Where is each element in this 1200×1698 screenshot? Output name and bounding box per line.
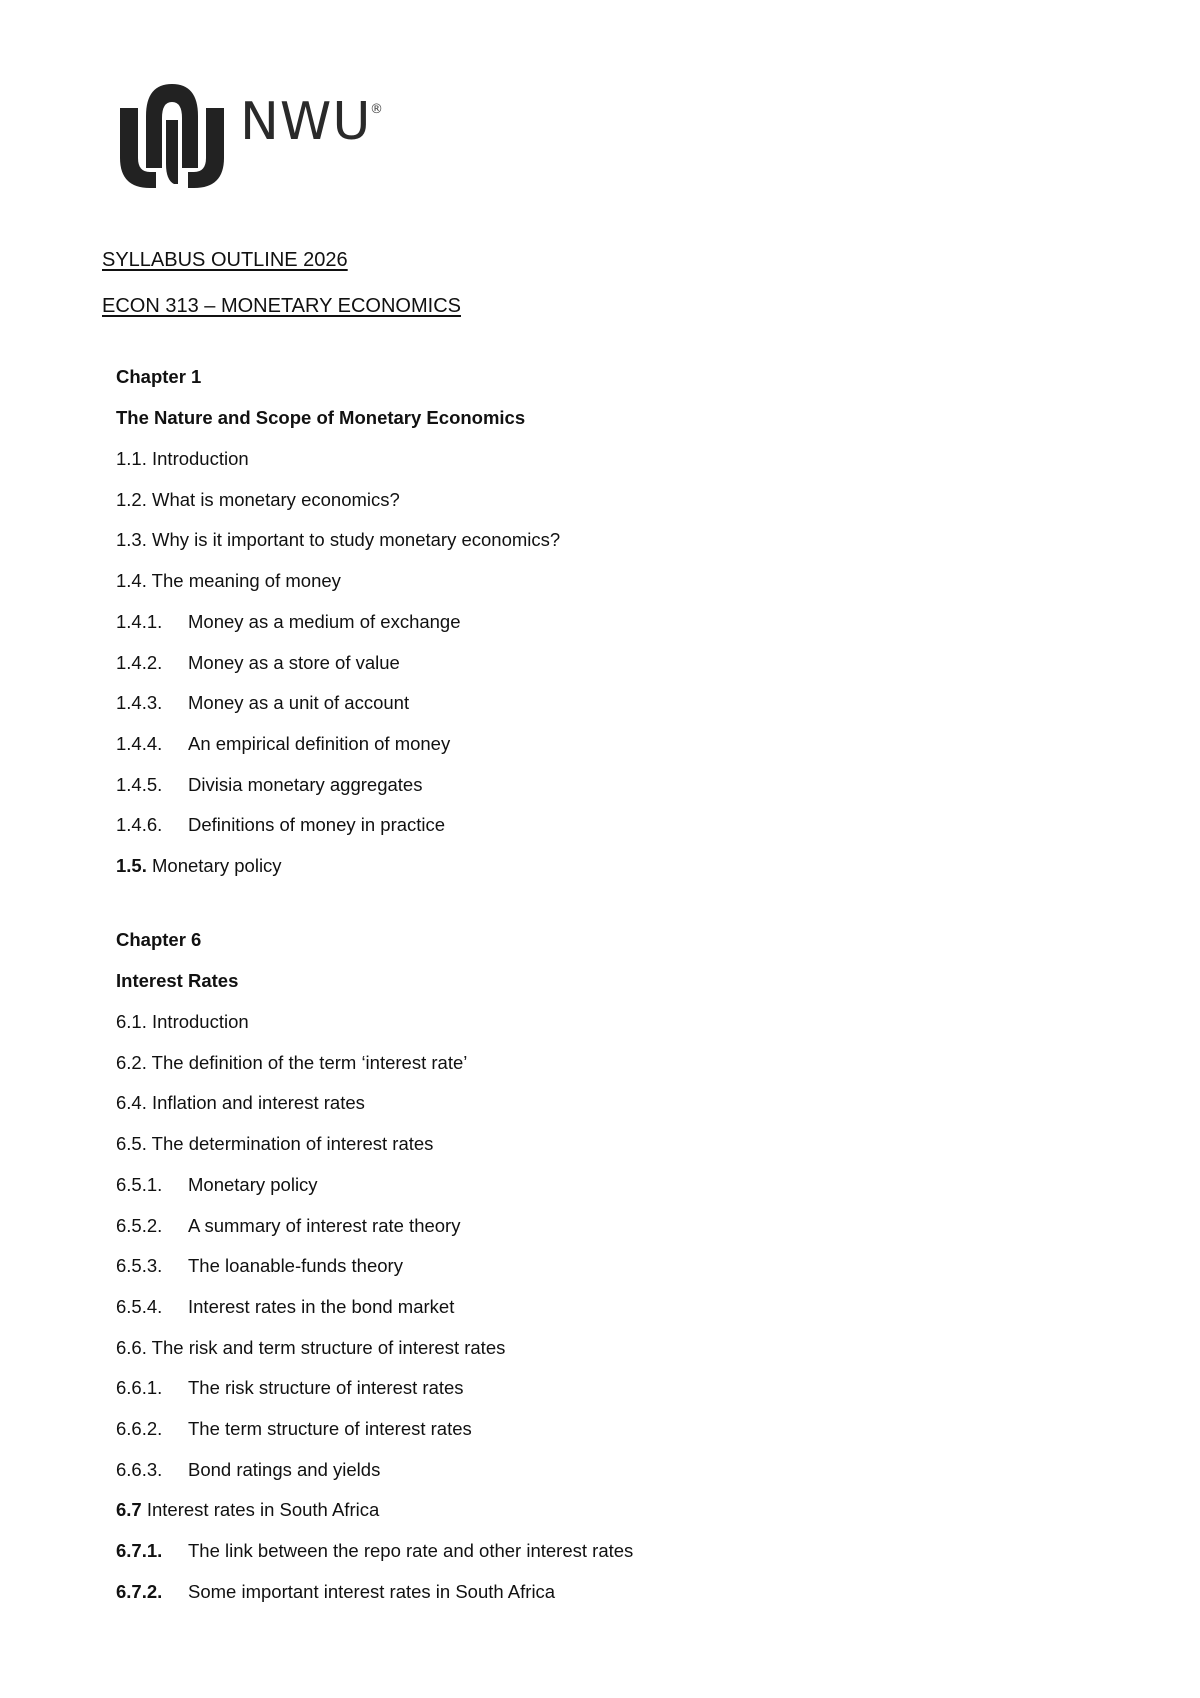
outline-item-number: 1.5. [116,855,147,876]
outline-item [116,814,445,836]
outline-item-number: 6.5.3. [116,1255,163,1277]
chapter6-label: Chapter 6 [116,929,202,950]
outline-item-text: Money as a unit of account [188,692,410,714]
outline-item-number: 6.5. [116,1133,147,1155]
outline-item [116,855,282,877]
outline-item-number: 6.1. [116,1011,147,1032]
outline-item-number: 1.4.6. [116,814,163,836]
outline-item-text: Some important interest rates in South Africa [188,1580,556,1602]
outline-item [116,448,249,470]
outline-item-number: 1.2. [116,488,147,510]
outline-item-number: 6.5.1. [116,1173,163,1195]
outline-item-number: 1.4. [116,570,147,592]
outline-item-number: 1.3. [116,529,147,551]
outline-item-text: Definitions of money in practice [188,814,446,836]
outline-item-text: The risk and term structure of interest rates [151,1336,506,1358]
registered-mark: ® [370,102,383,117]
outline-item-number: 6.2. [116,1051,147,1073]
outline-item [116,1215,460,1237]
outline-item-number: 6.7.1. [116,1540,163,1562]
logo-text: NWU [240,92,372,152]
outline-item-text: The meaning of money [151,570,341,592]
nwu-emblem-icon [116,80,228,192]
outline-item-number: 6.6.2. [116,1418,163,1439]
outline-item [116,1133,433,1155]
outline-item-text: The determination of interest rates [151,1133,434,1155]
outline-item-number: 1.4.2. [116,651,163,673]
outline-item [116,1296,454,1318]
outline-item [116,1052,467,1074]
outline-item-text: Money as a store of value [188,651,400,673]
outline-item [116,1540,633,1562]
outline-item-text: An empirical definition of money [188,732,451,754]
outline-item-number: 6.5.4. [116,1295,163,1317]
outline-item [116,692,409,714]
outline-item-number: 6.7 [116,1499,142,1521]
course-title: ECON 313 – MONETARY ECONOMICS [102,295,461,317]
outline-item-number: 1.4.1. [116,610,163,632]
outline-item [116,1337,505,1359]
nwu-logo [116,80,396,192]
chapter1-label: Chapter 1 [116,366,202,387]
outline-item-number: 1.4.5. [116,773,163,795]
outline-item [116,570,341,592]
outline-item-number: 6.6. [116,1336,147,1358]
syllabus-title: SYLLABUS OUTLINE 2026 [102,249,348,271]
outline-item [116,774,422,796]
outline-item-number: 6.7.2. [116,1580,163,1602]
chapter1-title: The Nature and Scope of Monetary Economics [116,407,526,428]
outline-item [116,1255,403,1277]
outline-item [116,1011,249,1033]
outline-item-text: Bond ratings and yields [188,1458,381,1480]
outline-item-text: Monetary policy [188,1173,318,1195]
outline-item-text: Why is it important to study monetary economics? [152,529,561,551]
outline-item [116,1092,365,1114]
outline-item [116,1377,464,1399]
outline-item [116,1174,318,1196]
outline-item-number: 1.4.4. [116,732,163,754]
outline-item [116,1418,472,1440]
outline-item-text: Inflation and interest rates [152,1092,365,1114]
outline-item-number: 6.5.2. [116,1214,163,1236]
chapter6-title: Interest Rates [116,970,239,991]
outline-item-text: What is monetary economics? [152,488,400,510]
outline-item [116,611,461,633]
outline-item-number: 1.4.3. [116,692,163,714]
outline-item-text: Introduction [152,448,249,469]
outline-item-text: Introduction [152,1011,249,1032]
outline-item [116,1459,380,1481]
outline-item [116,529,560,551]
outline-item [116,1581,555,1603]
outline-item-text: The definition of the term ‘interest rate’ [151,1051,468,1073]
outline-item [116,1499,379,1521]
outline-item-text: The link between the repo rate and other interest rates [188,1540,634,1562]
outline-item [116,489,400,511]
outline-item-number: 6.6.3. [116,1458,163,1480]
outline-item-text: The loanable-funds theory [188,1255,403,1277]
outline-item-text: A summary of interest rate theory [188,1214,461,1236]
outline-item-text: Money as a medium of exchange [188,610,461,632]
outline-item-text: Interest rates in the bond market [188,1295,455,1317]
outline-item [116,733,450,755]
outline-item-text: The risk structure of interest rates [188,1377,464,1399]
outline-item-text: Monetary policy [152,855,282,876]
outline-item-text: Interest rates in South Africa [146,1499,380,1521]
outline-item-number: 6.4. [116,1092,147,1114]
outline-item [116,652,400,674]
outline-item-text: The term structure of interest rates [188,1418,472,1439]
outline-item-number: 6.6.1. [116,1377,163,1399]
outline-item-number: 1.1. [116,448,147,469]
outline-item-text: Divisia monetary aggregates [188,773,423,795]
